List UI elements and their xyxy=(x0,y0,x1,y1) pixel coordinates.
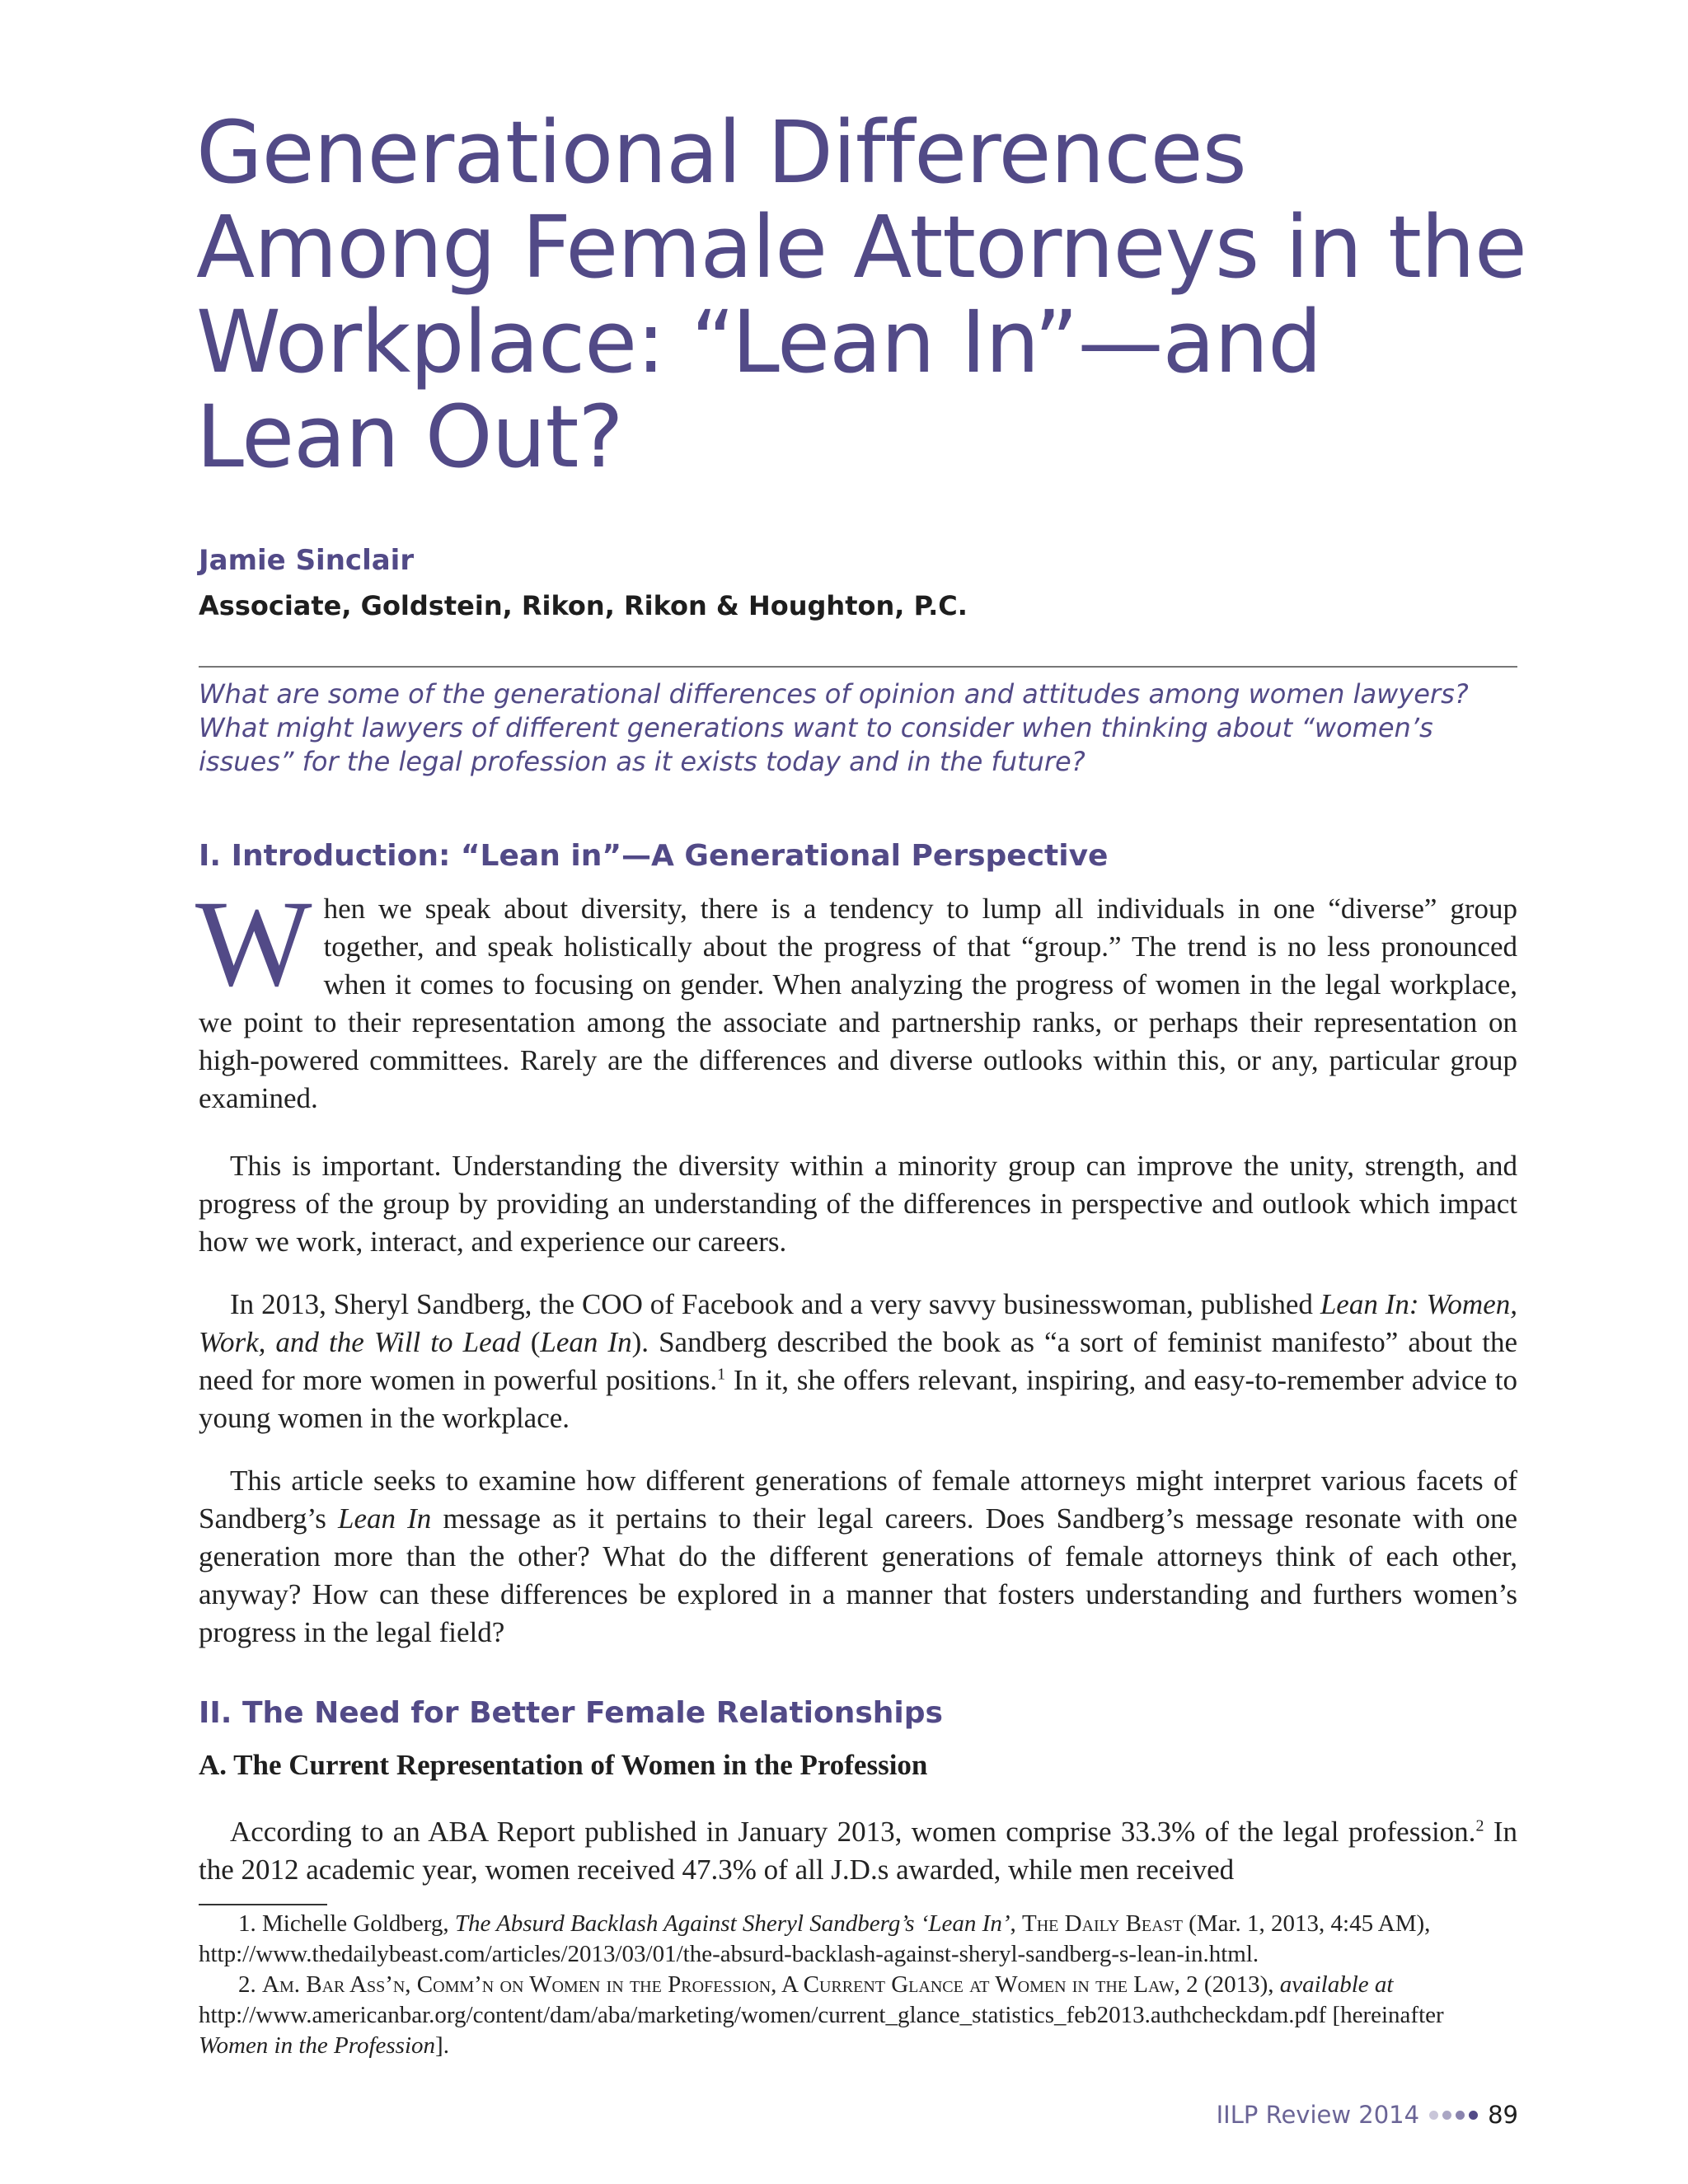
footnote-divider xyxy=(199,1904,327,1905)
footnotes xyxy=(199,1909,1517,2061)
abstract-divider xyxy=(199,666,1517,668)
subsection-a-heading: A. The Current Representation of Women in the Profession xyxy=(199,1749,928,1781)
drop-cap: W xyxy=(195,875,312,1012)
page-footer xyxy=(1217,2101,1518,2129)
paragraph-5 xyxy=(199,1813,1517,1889)
article-title: Generational Differences Among Female Attorneys in the Workplace: “Lean In”—and Lean Out? xyxy=(196,102,1526,487)
paragraph-2: This is important. Understanding the diversity within a minority group can improve the unity, strength, and progress of the group by providing an understanding of the differences in perspective and outlook which impact how we work, interact, and experience our careers. xyxy=(199,1150,1517,1258)
p3-text-c: ( xyxy=(520,1326,541,1358)
paragraph-1 xyxy=(195,875,1517,1118)
footer-dots xyxy=(1429,2111,1478,2120)
p3-text-a: In 2013, Sheryl Sandberg, the COO of Facebook and a very savvy businesswoman, published xyxy=(230,1288,1320,1320)
footnote-ref-2[interactable]: 2 xyxy=(1475,1816,1484,1835)
book-title: Lean In: Women, Work, and the Will to Lead xyxy=(199,1288,1517,1358)
section-1-heading: I. Introduction: “Lean in”—A Generational Perspective xyxy=(199,839,1109,873)
fn1-article-title: The Absurd Backlash Against Sheryl Sandberg’s ‘Lean In’ xyxy=(454,1910,1010,1937)
p4-text-a: This article seeks to examine how different generations of female attorneys might interpret various facets of Sandberg’s xyxy=(199,1465,1517,1535)
fn2-text-d: ]. xyxy=(435,2032,449,2059)
p4-text-c: message as it pertains to their legal careers. Does Sandberg’s message resonate with one generation more than the other? What do the different generations of female attorneys think of each other, anyway? How can these differences be explored in a manner that fosters understanding and furthers women’s progress in the legal field? xyxy=(199,1502,1517,1648)
abstract: What are some of the generational differences of opinion and attitudes among women lawyers? What might lawyers of different generations want to consider when thinking about “women’s issues” for the legal profession as it exists today and in the future? xyxy=(199,678,1469,777)
page-number: 89 xyxy=(1488,2101,1518,2129)
footnote-2 xyxy=(199,1970,1517,2061)
paragraph-3 xyxy=(199,1286,1517,1437)
fn1-text-b: , xyxy=(1010,1910,1022,1937)
fn2-text-b: , 2 (2013), xyxy=(1174,1971,1280,1998)
section-2-heading: II. The Need for Better Female Relationships xyxy=(199,1696,943,1730)
fn2-available-at: available at xyxy=(1279,1971,1394,1998)
p5-text-b: In the 2012 academic year, women received 47.3% of all J.D.s awarded, while men received xyxy=(199,1816,1517,1886)
paragraph-4 xyxy=(199,1462,1517,1652)
fn2-text-c[interactable]: http://www.americanbar.org/content/dam/aba/marketing/women/current_glance_statistics_feb2013.authcheckdam.pdf [hereinafter xyxy=(199,2002,1444,2028)
fn2-source: Am. Bar Ass’n, Comm’n on Women in the Profession, A Current Glance at Women in the Law xyxy=(262,1971,1175,1998)
footer-dot-icon xyxy=(1469,2111,1478,2120)
fn1-publication: The Daily Beast xyxy=(1022,1910,1183,1937)
book-short-title: Lean In xyxy=(338,1502,432,1535)
p3-text-e: ). Sandberg described the book as “a sort of feminist manifesto” about the need for more women in powerful positions. xyxy=(199,1326,1518,1396)
p3-text-f: In it, she offers relevant, inspiring, and easy-to-remember advice to young women in the workplace. xyxy=(199,1364,1518,1434)
footer-dot-icon xyxy=(1456,2111,1465,2120)
p5-text-a: According to an ABA Report published in January 2013, women comprise 33.3% of the legal profession. xyxy=(230,1816,1476,1848)
author-affiliation: Associate, Goldstein, Rikon, Rikon & Houghton, P.C. xyxy=(199,590,968,621)
footnote-ref-1[interactable]: 1 xyxy=(717,1365,726,1384)
author-name: Jamie Sinclair xyxy=(199,544,415,577)
fn1-text-c[interactable]: (Mar. 1, 2013, 4:45 AM), http://www.thedailybeast.com/articles/2013/03/01/the-absurd-backlash-against-sheryl-sandberg-s-lean-in.html. xyxy=(199,1910,1431,1967)
journal-name: IILP Review 2014 xyxy=(1216,2101,1420,2129)
paragraph-1-text: hen we speak about diversity, there is a tendency to lump all individuals in one “diverse” group together, and speak holistically about the progress of that “group.” The trend is no less pronounced when it comes to focusing on gender. When analyzing the progress of women in the legal workplace, we point to their representation among the associate and partnership ranks, or perhaps their representation on high-powered committees. Rarely are the differences and diverse outlooks within this, or any, particular group examined. xyxy=(199,893,1517,1114)
book-short-title: Lean In xyxy=(540,1326,632,1358)
footnote-1 xyxy=(199,1909,1517,1970)
fn2-short-title: Women in the Profession xyxy=(199,2032,436,2059)
footer-dot-icon xyxy=(1442,2111,1451,2120)
fn2-text-a: 2. xyxy=(238,1971,262,1998)
footer-dot-icon xyxy=(1429,2111,1438,2120)
fn1-text-a: 1. Michelle Goldberg, xyxy=(238,1910,455,1937)
